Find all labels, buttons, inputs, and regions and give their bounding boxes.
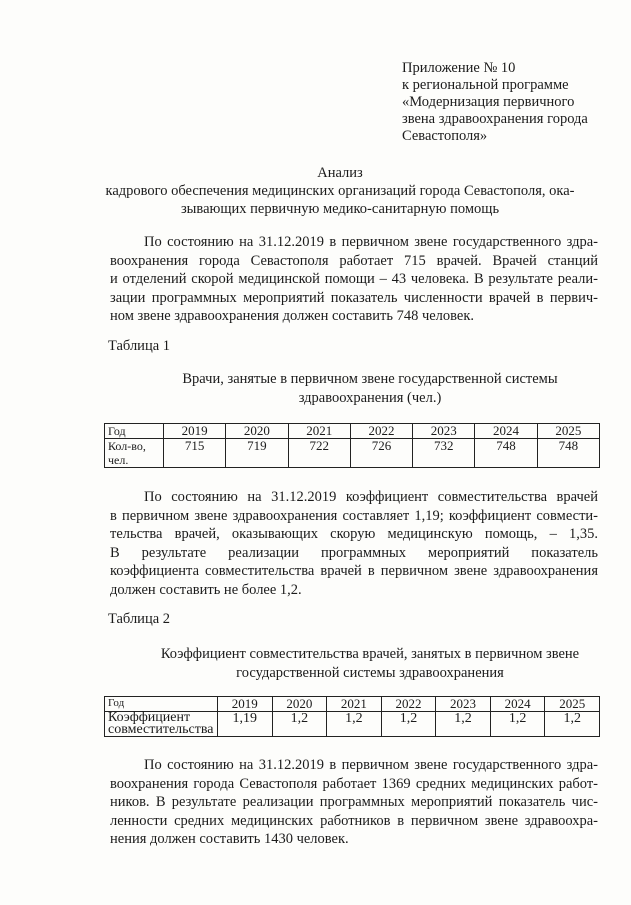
title-line: кадрового обеспечения медицинских организаций города Севастополя, ока- — [105, 183, 575, 199]
table1-title — [110, 370, 630, 408]
paragraph-line: должен составить не более 1,2. — [110, 581, 302, 598]
paragraph-line: воохранения города Севастополя работает 1369 средних медицинских работ- — [110, 775, 598, 792]
paragraph-line: ном звене здравоохранения должен составить 748 человек. — [110, 308, 475, 325]
table-cell: 1,19 — [218, 712, 273, 737]
table-cell: 732 — [413, 439, 475, 468]
table-header-cell: 2020 — [226, 424, 288, 439]
table-cell: 748 — [475, 439, 537, 468]
table-header-cell: 2025 — [537, 424, 599, 439]
table2-title-line: государственной системы здравоохранения — [236, 665, 504, 681]
table-header-cell: 2024 — [475, 424, 537, 439]
table-row-label: Коэффициент совместительства — [105, 712, 218, 737]
table-cell: 726 — [350, 439, 412, 468]
table-row — [105, 712, 600, 737]
table-header-cell: 2023 — [413, 424, 475, 439]
appendix-line: Севастополя» — [402, 128, 488, 144]
table-cell: 748 — [537, 439, 599, 468]
paragraph-line: коэффициента совместительства врачей в первичном звене здравоохранения — [110, 563, 598, 580]
paragraph-line: ленности средних медицинских работников в первичном звене здравоохра- — [110, 812, 598, 829]
table-header-cell: Год — [105, 424, 164, 439]
table2-title-line: Коэффициент совместительства врачей, занятых в первичном звене — [160, 646, 580, 662]
table2-label: Таблица 2 — [108, 611, 171, 627]
table-cell: 719 — [226, 439, 288, 468]
table-cell: 1,2 — [490, 712, 545, 737]
table-cell: 1,2 — [436, 712, 491, 737]
appendix-line: звена здравоохранения города — [402, 111, 588, 127]
table2 — [104, 696, 600, 737]
table-row — [105, 439, 600, 468]
table-row-label: Кол-во, чел. — [105, 439, 164, 468]
table-header-cell: 2024 — [490, 697, 545, 712]
paragraph-line: По состоянию на 31.12.2019 в первичном звене государственного здра- — [144, 757, 598, 773]
table-cell: 1,2 — [381, 712, 436, 737]
paragraph-line: тельства врачей, оказывающих скорую медицинскую помощь, – 1,35. — [110, 526, 598, 543]
table1-title-line: здравоохранения (чел.) — [298, 390, 442, 406]
paragraph-line: По состоянию на 31.12.2019 коэффициент совместительства врачей — [144, 489, 598, 505]
table-header-cell: 2019 — [218, 697, 273, 712]
table-header-cell: 2019 — [164, 424, 226, 439]
paragraph-line: ников. В результате реализации программных мероприятий показатель чис- — [110, 794, 598, 811]
table2-title — [110, 645, 630, 683]
table-header-cell: 2023 — [436, 697, 491, 712]
document-title — [60, 164, 620, 218]
paragraph-nurses — [110, 756, 598, 849]
appendix-line: Приложение № 10 — [402, 60, 516, 76]
appendix-line: к региональной программе — [402, 77, 569, 93]
table-cell: 1,2 — [272, 712, 327, 737]
paragraph-line: нения должен составить 1430 человек. — [110, 831, 349, 848]
paragraph-coefficient — [110, 488, 598, 600]
paragraph-doctors — [110, 233, 598, 326]
table-header-cell: 2022 — [350, 424, 412, 439]
table-header-cell: 2025 — [545, 697, 600, 712]
appendix-line: «Модернизация первичного — [402, 94, 575, 110]
title-line: зывающих первичную медико-санитарную помощь — [180, 201, 500, 217]
table-header-cell: 2021 — [288, 424, 350, 439]
table1-label: Таблица 1 — [108, 338, 171, 354]
table-header-cell: 2021 — [327, 697, 382, 712]
table1 — [104, 423, 600, 468]
paragraph-line: воохранения города Севастополя работает 715 врачей. Врачей станций — [110, 252, 598, 269]
paragraph-line: и отделений скорой медицинской помощи – 43 человека. В результате реали- — [110, 271, 598, 288]
appendix-header — [402, 60, 588, 145]
table-header-cell: Год — [105, 697, 218, 712]
table-header-cell: 2020 — [272, 697, 327, 712]
paragraph-line: в первичном звене здравоохранения составляет 1,19; коэффициент совмести- — [110, 507, 598, 524]
table1-title-line: Врачи, занятые в первичном звене государственной системы — [182, 371, 558, 387]
table-cell: 715 — [164, 439, 226, 468]
table-header-row — [105, 424, 600, 439]
table-cell: 1,2 — [545, 712, 600, 737]
paragraph-line: зации программных мероприятий показатель численности врачей в первич- — [110, 289, 598, 306]
table-header-cell: 2022 — [381, 697, 436, 712]
table-cell: 1,2 — [327, 712, 382, 737]
paragraph-line: В результате реализации программных мероприятий показатель — [110, 544, 598, 561]
title-line: Анализ — [317, 165, 363, 181]
table-cell: 722 — [288, 439, 350, 468]
paragraph-line: По состоянию на 31.12.2019 в первичном звене государственного здра- — [144, 234, 598, 250]
